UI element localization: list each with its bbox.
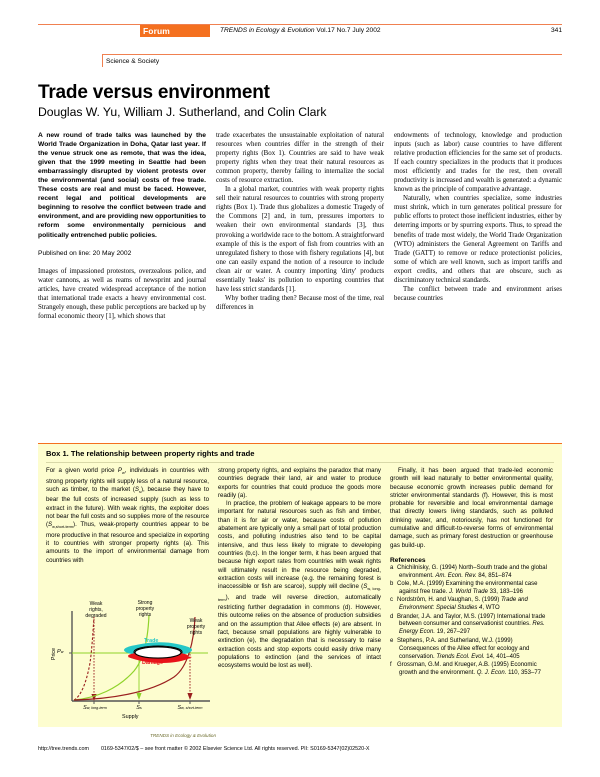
box-paragraph: Finally, it has been argued that trade-led economic growth will lead naturally to better environmental quality, because economic growth increases public demand for stricter environmental standards (f). However, this is most probable for reversible and local environmental damage that directly lowers living standards, such as polluted drinking water, and, notoriously, has not functioned for cumulative and difficult-to-reverse forms of environmental damage, such as primary forest destruction or greenhouse gas build-up. <box>390 467 553 549</box>
figure-label-damage: Damage <box>142 660 163 666</box>
body-paragraph: The conflict between trade and environment arises because countries <box>394 285 562 302</box>
forum-tag: Forum <box>140 25 210 37</box>
figure-tick-weak-short: Sw, short-term <box>177 705 203 711</box>
journal-name: TRENDS in Ecology & Evolution <box>220 27 315 34</box>
body-paragraph: endowments of technology, knowledge and production inputs (such as labor) cause countries to have different relative production efficiencies for the same set of products. If each country specializes in the products that it produces most efficiently and trades for the rest, then overall productivity is increased and wealth is generated: a dynamic known as the principle of comparative advantage. <box>394 132 562 194</box>
reference-item: d Brander, J.A. and Taylor, M.S. (1997) International trade between consumer and conservationist countries. Res. Energy Econ. 19, 267–297 <box>390 613 546 636</box>
body-column-2 <box>216 131 384 321</box>
body-column-1 <box>38 131 206 321</box>
reference-item: e Stephens, P.A. and Sutherland, W.J. (1999) Consequences of the Allee effect for ecology and conservation. Trends Ecol. Evol. 14, 401–405 <box>390 637 530 660</box>
box-paragraph: For a given world price $P_w$, individuals in countries with strong property rights will supply less of a natural resource, such as timber, to the market $(S_s)$, because they have to bear the full costs of increased supply (such as less to extract in the future). With weak rights, the exploiter does not bear the full costs and so supplies more of the resource $(S_{w,short-term})$. Thus, weak-property countries appear to be more productive in that resource and specialize in exporting it to countries with stronger property rights (a). This amounts to the import of environmental damage from countries with <box>46 467 209 564</box>
section-label-rule <box>102 54 562 55</box>
box-paragraph: In practice, the problem of leakage appears to be more important for natural resources such as fish and timber, than it is for air or water, because costs of pollution abatement are typically only a small part of total production costs, and polluting industries also tend to be capital intensive, and thus less likely to migrate to developing countries (b,c). In the longer term, it has been argued that because high export rates from countries with weak rights will ultimately result in the resource being degraded, extraction costs will increase (e.g. the remaining forest is inaccessible or fish are scarce), supply will decline $(S_{w, long-term})$, and trade will reverse direction, automatically restricting further degradation in commons (d). However, this outcome relies on the absence of production subsidies and on the assumption that Allee effects (e) are absent. In fact, because small populations are highly vulnerable to extinction (e), the degradation that is necessary to raise extraction costs and stop exports could easily drive many populations to extinction (and the services of intact ecosystems would be lost as well). <box>218 500 382 670</box>
page-number: 341 <box>550 27 562 34</box>
box-columns <box>46 467 554 738</box>
journal-citation <box>220 25 381 37</box>
article-body <box>38 131 562 321</box>
supply-price-figure <box>50 600 218 738</box>
body-paragraph: In a global market, countries with weak property rights sell their natural resources to countries with strong property rights (Box 1). Trade thus globalizes a domestic Tragedy of the Commons [2] and, in turn, pressures importers to weaken their own environmental standards [3], thus provoking a worldwide race to the bottom. A straightforward example of this is the export of fish from countries with an unregulated fishery to those with fishery regulations [4], but one can easily expand the notion of a resource to include clean air or water. A country importing 'dirty' products essentially 'leaks' its pollution to exporting countries that have less strict standards [1]. <box>216 186 384 293</box>
page-title: Trade versus environment <box>38 82 270 103</box>
reference-item: c Nordstrôm, H. and Vaughan, S. (1999) Trade and Environment: Special Studies 4, WTO <box>390 597 528 612</box>
figure-label-strong-rights: Strong property rights <box>135 600 155 618</box>
figure-price-tick-label: Pw <box>57 649 64 655</box>
body-paragraph: Images of impassioned protestors, overzealous police, and water cannons, as well as reams of newsprint and journal articles, have created widespread acceptance of the notion that international trade exacts a heavy environmental cost. Strangely enough, these public perceptions are backed up by formal economic theory [1], which shows that <box>38 267 206 320</box>
figure-credit <box>150 733 216 738</box>
footer-url[interactable]: http://tree.trends.com <box>38 746 89 752</box>
box-column-3 <box>390 467 553 678</box>
figure-tick-weak-long: Sw, long-term <box>83 705 107 711</box>
figure-label-weak-rights: Weak property rights <box>186 618 206 636</box>
body-paragraph: Naturally, when countries specialize, some industries must shrink, which in turn generates political pressure for public efforts to protect those inefficient industries, either by deterring imports or by spurring exports. Thus, to spread the benefits of trade most widely, the World Trade Organization (WTO) administers the General Agreement on Tariffs and Trade (GATT) to remove or reduce protectionist policies, some of which are well known, such as import tariffs and export credits, and others that are obscure, such as discriminatory technical standards. <box>394 195 562 284</box>
figure-label-trade: Trade <box>144 638 159 644</box>
section-label-bar <box>102 54 103 67</box>
body-paragraph: Why bother trading then? Because most of the time, real differences in <box>216 294 384 311</box>
figure-y-axis-label: Price <box>51 647 57 661</box>
lead-paragraph: A new round of trade talks was launched by the World Trade Organization in Doha, Qatar last year. If the venue struck one as remote, that was the idea, given that the 1999 meeting in Seattle had been embarrassingly disrupted by violent protests over the environmental (and social) costs of free trade. These costs are real and must be faced. However, recent legal and political developments are beginning to resolve the conflict between trade and environment, and are providing new opportunities to reform some environmentally pernicious and politically entrenched public policies. <box>38 132 206 239</box>
reference-item: a Chichilnisky, G. (1994) North–South trade and the global environment. Am. Econ. Rev. 84, 851–874 <box>390 564 547 579</box>
box-1 <box>38 443 562 738</box>
footer-copyright: 0169-5347/02/$ – see front matter © 2002 Elsevier Science Ltd. All rights reserved. PII: S0169-5347(02)02520-X <box>100 746 370 752</box>
reference-item: b Cole, M.A. (1999) Examining the environmental case against free trade. J. World Trade 33, 183–196 <box>390 581 538 596</box>
author-list: Douglas W. Yu, William J. Sutherland, and Colin Clark <box>38 105 327 119</box>
page-footer <box>38 746 562 752</box>
box-title: Box 1. The relationship between property rights and trade <box>46 449 255 458</box>
figure-x-axis-label: Supply <box>122 714 139 720</box>
published-online: Published on line: 20 May 2002 <box>38 249 132 257</box>
figure-credit-text: TRENDS in Ecology & Evolution <box>150 733 216 738</box>
section-label: Science & Society <box>106 58 160 65</box>
reference-item: f Grossman, G.M. and Krueger, A.B. (1995) Economic growth and the environment. Q. J. Econ. 110, 353–77 <box>390 661 541 676</box>
journal-issue: Vol.17 No.7 July 2002 <box>316 27 381 34</box>
box-title-rule <box>46 462 554 463</box>
figure-label-weak-degraded: Weak rights, degraded <box>85 601 107 619</box>
figure-tick-ss: Ss <box>136 705 142 711</box>
body-paragraph: trade exacerbates the unsustainable exploitation of natural resources when countries differ in the strength of their property rights (Box 1). Countries are said to have weak property rights when they treat their natural resources as common property, thereby failing to internalize the social costs of resource extraction. <box>216 132 384 185</box>
body-column-3 <box>394 131 562 321</box>
reference-list <box>390 565 553 678</box>
box-column-1 <box>46 467 216 738</box>
figure-svg <box>50 605 218 737</box>
running-head <box>38 24 562 37</box>
box-column-2 <box>218 467 381 678</box>
box-paragraph: strong property rights, and explains the paradox that many countries degrade their land, air and water to produce exports for countries that could produce the goods more readily (a). <box>218 467 381 499</box>
references-heading: References <box>390 556 426 564</box>
